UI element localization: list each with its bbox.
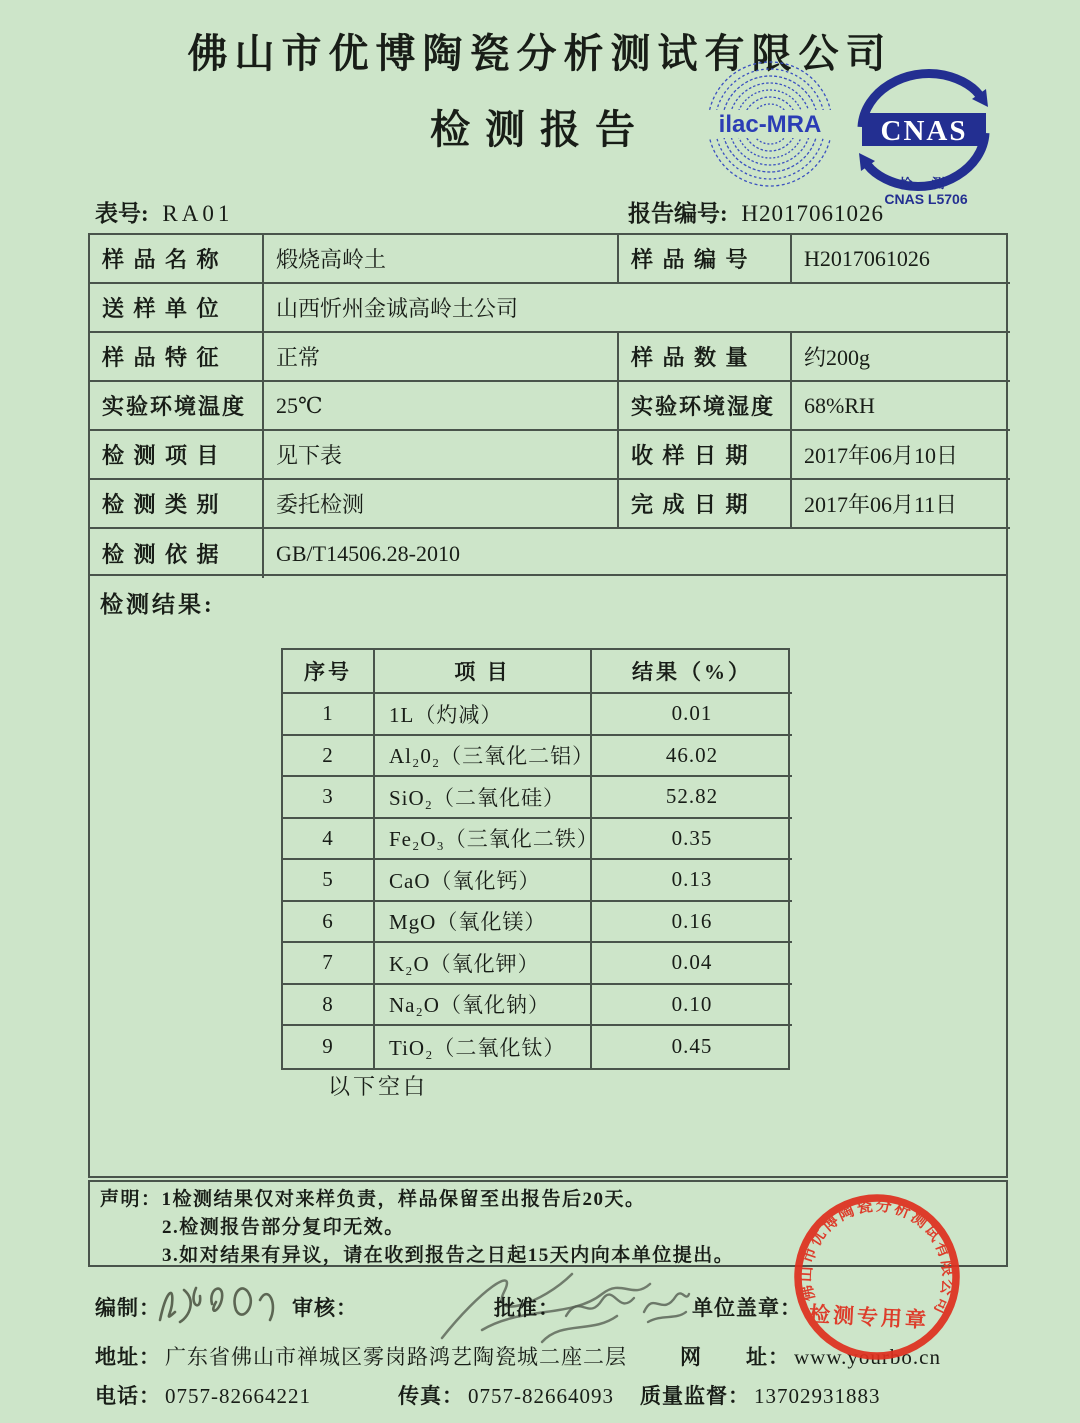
company-stamp <box>773 1173 981 1381</box>
cnas-caption: 检 测 <box>899 176 953 191</box>
form-number-value: RA01 <box>162 201 234 226</box>
results-table <box>281 648 790 1070</box>
result-item: CaO（氧化钙） <box>375 860 592 902</box>
report-number <box>628 195 884 228</box>
info-label: 送 样 单 位 <box>90 284 264 333</box>
ilac-mra-text: ilac-MRA <box>718 111 822 138</box>
info-label: 样 品 名 称 <box>90 235 264 284</box>
results-header-value: 结果（%） <box>592 650 792 694</box>
stamp-ring-text: 佛山市优博陶瓷分析测试有限公司 <box>797 1197 957 1319</box>
result-value: 0.45 <box>671 1034 713 1059</box>
sample-info-table <box>88 233 1008 576</box>
result-value: 0.10 <box>592 985 792 1027</box>
info-value: 山西忻州金诚高岭土公司 <box>264 284 1010 333</box>
results-header-no: 序号 <box>283 650 375 694</box>
info-label: 检 测 依 据 <box>90 529 264 578</box>
result-item: MgO（氧化镁） <box>375 902 592 944</box>
info-value: 2017年06月10日 <box>792 431 1010 480</box>
info-label: 检 测 项 目 <box>90 431 264 480</box>
phone-label: 电话： <box>95 1384 161 1408</box>
fax-line <box>398 1380 614 1410</box>
info-value: 约200g <box>792 333 1010 382</box>
info-value: 68%RH <box>792 382 1010 431</box>
report-title: 检测报告 <box>430 107 650 152</box>
result-value: 0.35 <box>592 819 792 861</box>
quality-supervision-label: 质量监督： <box>640 1384 750 1408</box>
quality-supervision-value: 13702931883 <box>754 1384 881 1408</box>
result-item: K₂O（氧化钾） <box>375 943 592 985</box>
prepared-by-label: 编制： <box>95 1296 161 1320</box>
quality-supervision-line <box>640 1380 881 1410</box>
info-label: 收 样 日 期 <box>619 431 792 480</box>
result-item: Na₂O（氧化钠） <box>375 985 592 1027</box>
statement-line-2: 2.检测报告部分复印无效。 <box>162 1217 405 1238</box>
info-value: GB/T14506.28-2010 <box>276 540 460 566</box>
blank-below-note: 以下空白 <box>328 1074 429 1099</box>
result-no: 9 <box>283 1026 375 1068</box>
result-value: 0.04 <box>592 943 792 985</box>
result-item: Al₂0₂（三氧化二铝） <box>375 736 592 778</box>
result-item: SiO₂（二氧化硅） <box>375 777 592 819</box>
result-value: 0.13 <box>592 860 792 902</box>
approved-by-label: 批准： <box>494 1296 560 1320</box>
info-label: 实验环境湿度 <box>619 382 792 431</box>
result-item: 1L（灼减） <box>375 694 592 736</box>
company-title: 佛山市优博陶瓷分析测试有限公司 <box>187 31 893 76</box>
result-no: 2 <box>283 736 375 778</box>
company-seal-label: 单位盖章： <box>692 1296 802 1320</box>
statement-line-3: 3.如对结果有异议，请在收到报告之日起15天内向本单位提出。 <box>162 1245 735 1266</box>
cnas-text: CNAS <box>880 115 968 147</box>
info-label: 样 品 数 量 <box>619 333 792 382</box>
info-label: 检 测 类 别 <box>90 480 264 529</box>
cnas-code: CNAS L5706 <box>884 191 968 205</box>
info-value: 25℃ <box>264 382 619 431</box>
stamp-center-text: 检测专用章 <box>808 1302 930 1333</box>
result-no: 7 <box>283 943 375 985</box>
info-value: 委托检测 <box>264 480 619 529</box>
address-label: 地址： <box>95 1345 161 1369</box>
results-section-label: 检测结果: <box>100 592 215 617</box>
signature-approved <box>558 1278 693 1334</box>
result-value: 52.82 <box>592 777 792 819</box>
address-line <box>95 1341 627 1371</box>
result-no: 1 <box>283 694 375 736</box>
result-value: 0.01 <box>592 694 792 736</box>
website-label: 网 址： <box>680 1345 790 1369</box>
info-value: 煅烧高岭土 <box>264 235 619 284</box>
report-number-label: 报告编号: <box>628 201 728 226</box>
info-label: 完 成 日 期 <box>619 480 792 529</box>
fax-value: 0757-82664093 <box>468 1384 614 1408</box>
report-number-value: H2017061026 <box>741 201 885 226</box>
phone-line <box>95 1380 311 1410</box>
info-value: 2017年06月11日 <box>792 480 1010 529</box>
results-header-item: 项 目 <box>375 650 592 694</box>
cnas-logo <box>848 55 1003 205</box>
info-label: 实验环境温度 <box>90 382 264 431</box>
info-value: 正常 <box>264 333 619 382</box>
fax-label: 传真： <box>398 1384 464 1408</box>
info-label: 样 品 特 征 <box>90 333 264 382</box>
website-value: www.yourbo.cn <box>794 1345 941 1369</box>
result-no: 6 <box>283 902 375 944</box>
ilac-mra-logo <box>700 58 840 193</box>
result-no: 3 <box>283 777 375 819</box>
reviewed-by-label: 审核： <box>292 1296 358 1320</box>
result-no: 5 <box>283 860 375 902</box>
info-value: 见下表 <box>264 431 619 480</box>
statement-line-1: 声明：1检测结果仅对来样负责，样品保留至出报告后20天。 <box>100 1189 646 1210</box>
phone-value: 0757-82664221 <box>165 1384 311 1408</box>
result-item: TiO₂（二氧化钛） <box>375 1026 592 1068</box>
info-value: H2017061026 <box>792 235 1010 284</box>
result-item: Fe₂O₃（三氧化二铁） <box>375 819 592 861</box>
result-value: 0.16 <box>592 902 792 944</box>
result-no: 8 <box>283 985 375 1027</box>
result-value: 46.02 <box>592 736 792 778</box>
address-value: 广东省佛山市禅城区雾岗路鸿艺陶瓷城二座二层 <box>165 1345 627 1369</box>
form-number-label: 表号: <box>95 201 149 226</box>
info-label: 样 品 编 号 <box>619 235 792 284</box>
signature-prepared <box>148 1270 293 1332</box>
form-number <box>95 195 233 228</box>
result-no: 4 <box>283 819 375 861</box>
